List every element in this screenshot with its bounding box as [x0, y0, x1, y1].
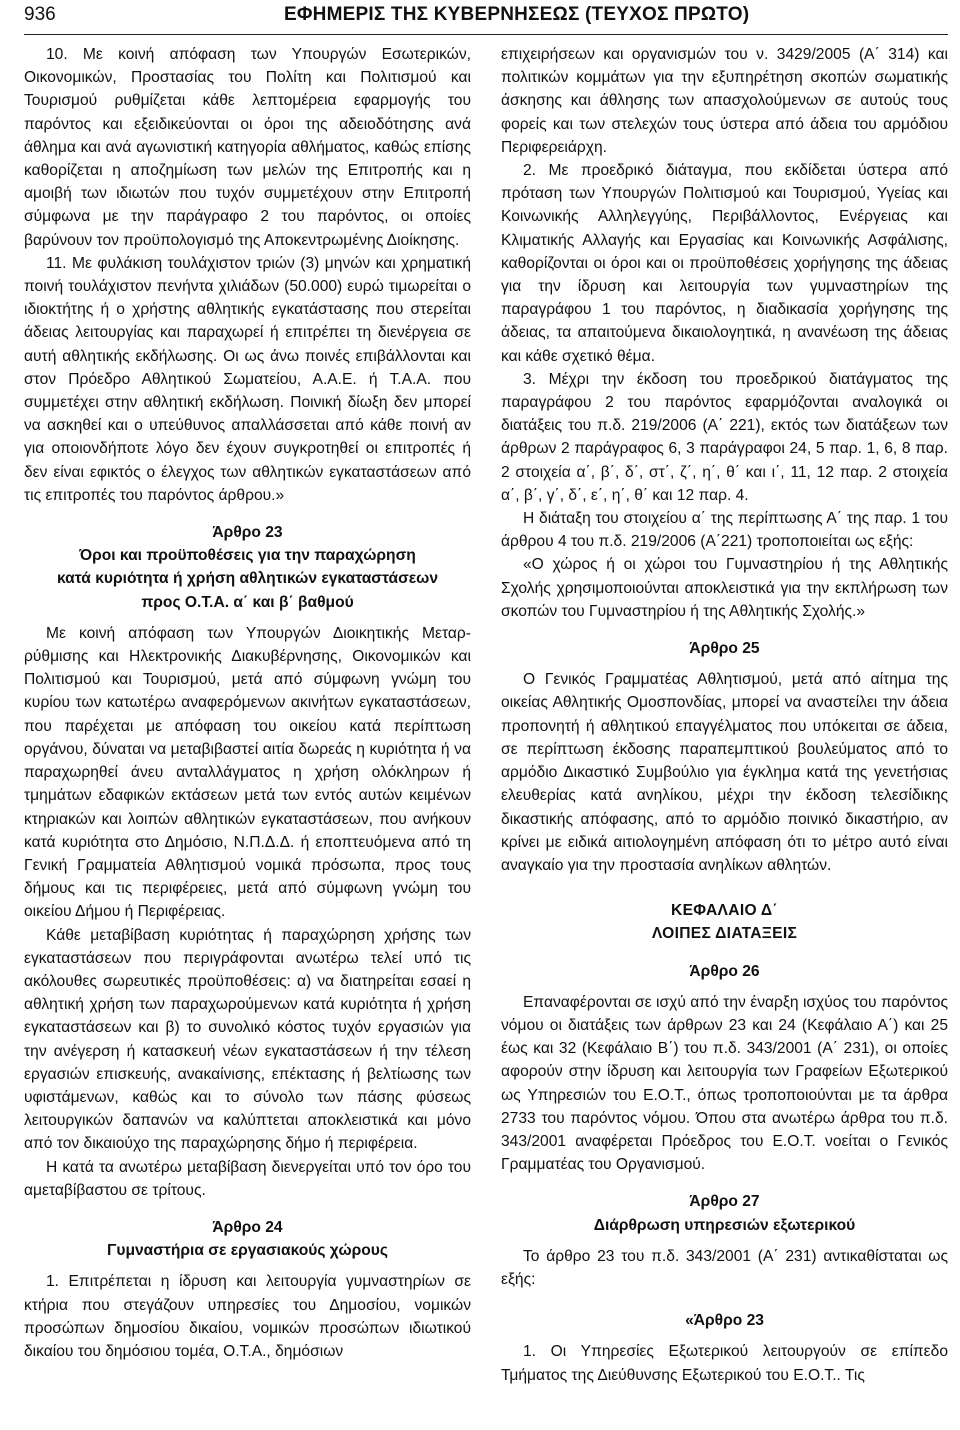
gazette-title: ΕΦΗΜΕΡΙΣ ΤΗΣ ΚΥΒΕΡΝΗΣΕΩΣ (ΤΕΥΧΟΣ ΠΡΩΤΟ) — [284, 4, 750, 25]
quoted-article-23-title: «Άρθρο 23 — [685, 1312, 764, 1330]
article-24-paragraph-4: Η διάταξη του στοιχείου α΄ της περίπτωσης Α΄ της παρ. 1 του άρθρου 4 του π.δ. 219/2006 (Α΄221) τροποποιείται ως εξής: — [501, 510, 948, 551]
article-23-paragraph-3: Η κατά τα ανωτέρω μεταβίβαση διενεργείται υπό τον όρο του αμεταβίβαστου σε τρίτους. — [24, 1158, 471, 1199]
right-column — [501, 43, 948, 1387]
article-23-subtitle-2: κατά κυριότητα ή χρήση αθλητικών εγκαταστάσεων — [56, 570, 438, 588]
article-24-title: Άρθρο 24 — [212, 1218, 283, 1236]
article-23-paragraph-2: Κάθε μεταβίβαση κυριότητας ή παραχώρηση χρήσης των εγκαταστάσεων που περιγράφονται ανωτέρω τελεί υπό τις ακόλουθες σωρευτικές προϋποθέσεις: α) να διατηρείται εσαεί η αθλητική χρήση των παραχωρούμενων κατά κυριότητα ή χρήση εγκαταστάσεων και β) το συνολικό κόστος τυχόν εργασιών για την ανέγερση ή κατασκευή νέων εγκαταστάσεων ή την τέλεση εργασιών επισκευής, ανακαίνισης, επέκτασης ή βελτίωσης των υφιστάμενων, καθώς και το σύνολο των πάσης φύσεως λειτουργικών δαπανών να καλύπτεται αποκλειστικά και μόνο από τον δικαιούχο της παραχώρησης δήμο ή περιφέρεια. — [24, 926, 471, 1153]
text-columns — [24, 43, 948, 1387]
article-23-subtitle-3: προς Ο.Τ.Α. α΄ και β΄ βαθμού — [141, 593, 354, 611]
article-23-subtitle-1: Όροι και προϋποθέσεις για την παραχώρηση — [79, 547, 416, 565]
article-24-paragraph-1-continued: επιχειρήσεων και οργανισμών του ν. 3429/2005 (Α΄ 314) και πολιτικών κομμάτων για την εξυπηρέτηση σκοπών σωματικής άσκησης και άθλησης των απασχολούμενων σε αυτούς τους φορείς και των στελεχών τους ύστερα από άδεια του αρμόδιου Περιφερειάρχη. — [501, 46, 948, 156]
article-24-paragraph-3: 3. Μέχρι την έκδοση του προεδρικού διατάγματος της παραγράφου 2 του παρόντος εφαρμόζονται αναλογικά οι διατάξεις του π.δ. 219/2006 (Α΄ 221), εκτός των διατάξεων των άρθρων 2 παράγραφος 6, 3 παράγραφοι 24, 5 παρ. 1, 6, 8 παρ. 2 στοιχεία α΄, β΄, δ΄, στ΄, ζ΄, η΄, θ΄ και ι΄, 11, 12 παρ. 2 στοιχεία α΄, β΄, γ΄, δ΄, ε΄, η΄, θ΄ και 12 παρ. 4. — [501, 370, 948, 504]
article-23-title: Άρθρο 23 — [212, 524, 283, 542]
page-number: 936 — [24, 4, 56, 25]
article-24-subtitle: Γυμναστήρια σε εργασιακούς χώρους — [107, 1242, 388, 1260]
article-27-subtitle: Διάρθρωση υπηρεσιών εξωτερικού — [593, 1216, 856, 1234]
paragraph-10: 10. Με κοινή απόφαση των Υπουργών Εσωτερικών, Οικονομικών, Προστασίας του Πολίτη και Πολιτισμού και Τουρισμού ρυθμίζεται κάθε λεπτομέρεια εφαρμογής του παρόντος και εξειδικεύονται οι όροι της αδειοδότησης ανά άθλημα και ανά αγωνιστική κατηγορία αθλήματος, καθώς επίσης καθορίζεται η αποζημίωση των μελών της Επιτροπής και η αμοιβή των ιδιωτών που τυχόν συμμετέχουν στην Επιτροπή σύμφωνα με την παράγραφο 2 του παρόντος, οι οποίες βαρύνουν τον προϋπολογισμό της Αποκεντρωμένης Διοίκησης. — [24, 46, 471, 249]
article-24-quoted-paragraph: «Ο χώρος ή οι χώροι του Γυμναστηρίου ή της Αθλητικής Σχολής χρησιμοποιούνται αποκλειστικά για την εκπλήρωση των σκοπών του Γυμναστηρίου ή της Αθλητικής Σχολής.» — [501, 556, 948, 620]
article-26-paragraph-1: Επαναφέρονται σε ισχύ από την έναρξη ισχύος του παρόντος νόμου οι διατάξεις των άρθρων 23 και 24 (Κεφάλαιο Α΄) και 25 έως και 32 (Κεφάλαιο Β΄) του π.δ. 343/2001 (Α΄ 231), οι οποίες αφορούν στην ίδρυση και λειτουργία των Γραφείων Εξωτερικού ως Υπηρεσιών του Ε.Ο.Τ., όπως τροποποιούνται με τα άρθρα 2733 του παρόντος νόμου. Όπου στα ανωτέρω άρθρα του π.δ. 343/2001 αναφέρεται Πρόεδρος του Ε.Ο.Τ. νοείται ο Γενικός Γραμματέας του Οργανισμού. — [501, 993, 948, 1174]
article-27-paragraph-1: Το άρθρο 23 του π.δ. 343/2001 (Α΄ 231) αντικαθίσταται ως εξής: — [501, 1247, 948, 1288]
article-24-paragraph-1: 1. Επιτρέπεται η ίδρυση και λειτουργία γυμναστηρίων σε κτήρια που στεγάζουν υπηρεσίες του Δημοσίου, νομικών προσώπων δημοσίου δικαίου, νομικών προσώπων ιδιωτικού δικαίου του δημόσιου τομέα, Ο.Τ.Α., δημόσιων — [24, 1273, 471, 1360]
left-column — [24, 43, 471, 1387]
paragraph-11: 11. Με φυλάκιση τουλάχιστον τριών (3) μηνών και χρηματική ποινή τουλάχιστον πενήντα χιλιάδων (50.000) ευρώ τιμωρείται ο ιδιοκτήτης ή ο χρήστης αθλητικής εγκατάστασης που στερείται άδειας λειτουργίας και παραχωρεί ή επιτρέπει τη διενέργεια σε αυτή αθλητικής εκδήλωσης. Οι ως άνω ποινές επιβάλλονται και στον Πρόεδρο Αθλητικού Σωματείου, Α.Α.Ε. ή Τ.Α.Α. που συμμετέχει στην αθλητική εκδήλωση. Ποινική δίωξη δεν μπορεί να ασκηθεί και ο υπεύθυνος απαλλάσσεται από κάθε ποινή αν για οποιονδήποτε λόγο δεν έχουν συγκροτηθεί οι επιτροπές ή δεν είναι εφικτός ο έλεγχος των αθλητικών εγκαταστάσεων από τις επιτροπές του παρόντος άρθρου.» — [24, 254, 471, 504]
chapter-title: ΚΕΦΑΛΑΙΟ Δ΄ — [671, 902, 778, 920]
article-23-paragraph-1: Με κοινή απόφαση των Υπουργών Διοικητικής Μεταρρύθμισης και Ηλεκτρονικής Διακυβέρνησης, Οικονομικών και Πολιτισμού και Τουρισμού, μετά από σύμφωνη γνώμη του κυρίου των κατωτέρω αναφερόμενων ακινήτων εγκαταστάσεων, που παρέχεται με απόφαση του οικείου κατά περίπτωση οργάνου, δύναται να μεταβιβαστεί αιτία δωρεάς η κυριότητα ή να παραχωρηθεί άνευ ανταλλάγματος η χρήση ολόκληρων ή τμημάτων εδαφικών εκτάσεων μετά των εντός αυτών κειμένων κτηριακών και λοιπών αθλητικών εγκαταστάσεων, που ανήκουν κατά κυριότητα στο Δημόσιο, Ν.Π.Δ.Δ. ή εποπτευόμενα από τη Γενική Γραμματεία Αθλητισμού νομικά πρόσωπα, προς τους δήμους και τις περιφέρειες, μετά από σύμφωνη γνώμη του οικείου Δήμου ή Περιφέρειας. — [24, 624, 471, 921]
article-25-title: Άρθρο 25 — [689, 640, 760, 658]
article-26-title: Άρθρο 26 — [689, 962, 760, 980]
article-24-paragraph-2: 2. Με προεδρικό διάταγμα, που εκδίδεται ύστερα από πρόταση των Υπουργών Πολιτισμού και Τουρισμού, Υγείας και Κοινωνικής Αλληλεγγύης, Περιβάλλοντος, Ενέργειας και Κλιματικής Αλλαγής και Εργασίας και Κοινωνικής Ασφάλισης, καθορίζονται οι όροι και οι προϋποθέσεις χορήγησης της άδειας για την ίδρυση και λειτουργία των γυμναστηρίων της παραγράφου 1 του παρόντος, η διαδικασία χορήγησης της άδειας, τα απαιτούμενα δικαιολογητικά, η ανανέωση της άδειας και κάθε σχετικό θέμα. — [501, 162, 948, 365]
chapter-subtitle: ΛΟΙΠΕΣ ΔΙΑΤΑΞΕΙΣ — [651, 925, 798, 943]
article-27-title: Άρθρο 27 — [689, 1193, 760, 1211]
page-header — [24, 0, 948, 35]
article-25-paragraph-1: Ο Γενικός Γραμματέας Αθλητισμού, μετά από αίτημα της οικείας Αθλητικής Ομοσπονδίας, μπορεί να αναστείλει την άδεια προπονητή ή αθλητικού επαγγέλματος που υπόκειται σε άδεια, σε περίπτωση έκδοσης παραπεμπτικού βουλεύματος από το αρμόδιο Δικαστικό Συμβούλιο για έγκλημα κατά της γενετήσιας ελευθερίας κατά ανηλίκου, μέχρι την έκδοση τελεσίδικης δικαστικής απόφασης, από το αρμόδιο ποινικό δικαστήριο, αν κρίνει με ειδικά αιτιολογημένη απόφαση ότι το μέτρο αυτό είναι αναγκαίο για την προστασία ανηλίκων αθλητών. — [501, 671, 948, 874]
quoted-article-23-paragraph-1: 1. Οι Υπηρεσίες Εξωτερικού λειτουργούν σε επίπεδο Τμήματος της Διεύθυνσης Εξωτερικού του Ε.Ο.Τ.. Τις — [501, 1343, 948, 1384]
